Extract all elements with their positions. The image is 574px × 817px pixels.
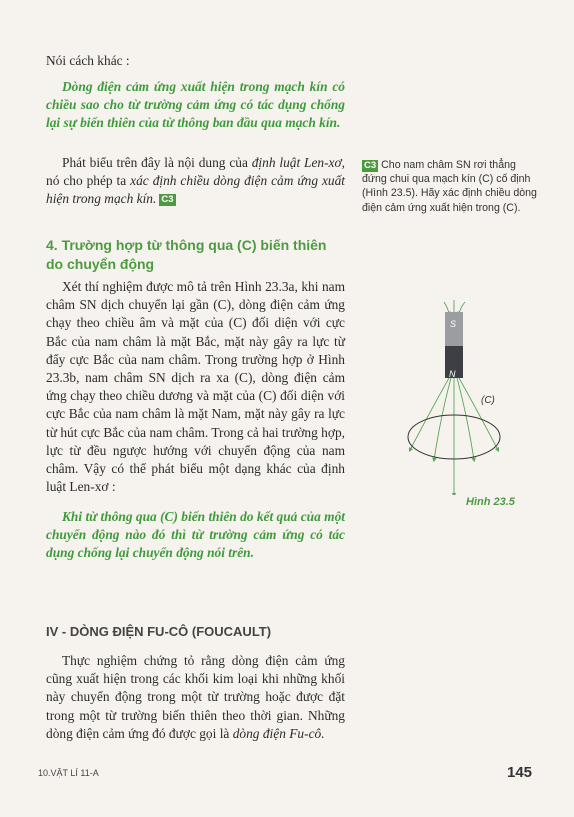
lenz-law-statement: Dòng điện cảm ứng xuất hiện trong mạch kín có chiều sao cho từ trường cảm ứng có tác dụng chống lại sự biến thiên của từ thông ban đầu qua mạch kín.: [46, 79, 345, 131]
section-heading-iv: IV - DÒNG ĐIỆN FU-CÔ (FOUCAULT): [46, 624, 272, 639]
para1-text-d: xác định chiều dòng điện cảm ứng xuất hiện trong mạch kín.: [46, 173, 346, 207]
para1-text-c: , nó cho phép ta: [46, 155, 346, 189]
para3-text: Thực nghiệm chứng tỏ rằng dòng điện cảm ứng cũng xuất hiện trong các khối kim loại khi những khối này chuyển động trong một từ trường hoặc được đặt trong một từ trường biến thiên theo thời gian. Những dòng điện cảm ứng đó được gọi là: [46, 653, 345, 741]
lenz-law-term: định luật Len-xơ: [251, 155, 342, 170]
foucault-paragraph: [46, 652, 345, 743]
sidenote-c3-badge: C3: [364, 160, 377, 171]
sidenote-text: Cho nam châm SN rơi thẳng đứng chui qua mạch kín (C) cố định (Hình 23.5). Hãy xác định chiều dòng điện cảm ứng xuất hiện trong (C).: [362, 159, 537, 214]
experiment-paragraph: Xét thí nghiệm được mô tả trên Hình 23.3a, khi nam châm SN dịch chuyển lại gần (C), dòng điện cảm ứng chạy theo chiều âm và mặt của (C) đối diện với cực Bắc của nam châm là mặt Bắc, mặt này gây ra lực từ đẩy cực Bắc của nam châm. Trong trường hợp ở Hình 23.3b, nam châm SN dịch ra xa (C), dòng điện cảm ứng chạy theo chiều dương và mặt của (C) đối diện với cực Bắc của nam châm là mặt Nam, mặt này gây ra lực từ hút cực Bắc của nam châm. Trong cả hai trường hợp, lực từ đều ngược hướng với chuyển động của nam châm. Vậy có thể phát biểu một dạng khác của định luật Len-xơ :: [46, 279, 345, 495]
magnet-south: [445, 312, 463, 346]
page-number: 145: [507, 764, 533, 781]
lenz-law-paragraph: [46, 154, 345, 209]
figure-caption: Hình 23.5: [466, 496, 515, 508]
foucault-term: dòng điện Fu-cô.: [232, 725, 325, 741]
lenz-law-statement-2: Khi từ thông qua (C) biến thiên do kết quả của một chuyển động nào đó thì từ trường cảm ứng có tác dụng chống lại chuyển động nói trên.: [46, 509, 345, 561]
pole-s-label: S: [450, 319, 457, 329]
sidenote-c3: [362, 158, 542, 215]
intro-text: Nói cách khác :: [46, 53, 130, 68]
para1-text-a: Phát biểu trên đây là nội dung của: [62, 155, 252, 170]
c3-badge: C3: [161, 194, 174, 206]
figure-23-5: [396, 290, 516, 495]
loop-c-label: (C): [481, 395, 495, 406]
pole-n-label: N: [449, 369, 456, 379]
section-heading-4: 4. Trường hợp từ thông qua (C) biến thiên do chuyển động: [46, 237, 327, 272]
footer-book-label: 10.VẬT LÍ 11-A: [38, 768, 99, 778]
